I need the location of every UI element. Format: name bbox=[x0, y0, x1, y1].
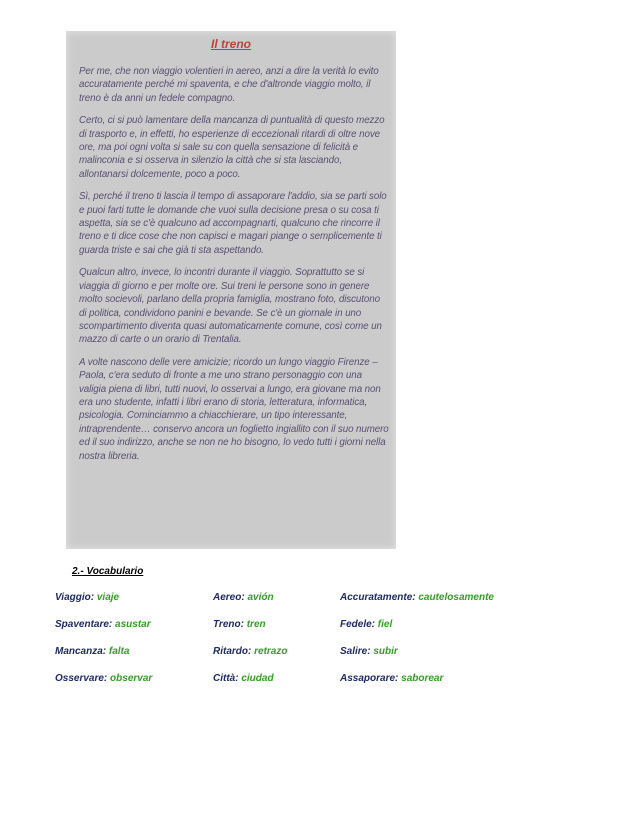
vocabulary-entry bbox=[340, 592, 494, 603]
vocab-term: Ritardo: bbox=[213, 646, 252, 657]
vocabulary-row bbox=[55, 619, 615, 646]
vocabulary-entry bbox=[213, 619, 266, 630]
vocab-term: Salire: bbox=[340, 646, 371, 657]
vocabulary-heading: 2.- Vocabulario bbox=[72, 566, 144, 577]
vocab-translation: tren bbox=[246, 619, 266, 630]
vocabulary-row bbox=[55, 646, 615, 673]
vocab-translation: ciudad bbox=[241, 673, 274, 684]
vocabulary-entry bbox=[55, 592, 119, 603]
vocab-term: Accuratamente: bbox=[340, 592, 416, 603]
vocab-term: Treno: bbox=[213, 619, 244, 630]
vocab-translation: viaje bbox=[96, 592, 120, 603]
article-paragraph: Sì, perché il treno ti lascia il tempo di assaporare l'addio, sia se parti solo e puoi farti tutte le domande che vuoi sulla decisione presa o su cosa ti aspetta, sia se c'è qualcuno ad accompagnarti, qualcuno che rincorre il treno e ti dice cose che non capisci e magari piange o semplicemente ti guarda triste e sai che già ti sta aspettando. bbox=[79, 191, 387, 256]
vocabulary-entry bbox=[55, 673, 152, 684]
vocab-term: Mancanza: bbox=[55, 646, 107, 657]
vocabulary-entry bbox=[340, 619, 392, 630]
vocabulary-entry bbox=[340, 646, 398, 657]
vocab-translation: subir bbox=[373, 646, 398, 657]
vocab-translation: saborear bbox=[401, 673, 444, 684]
article-paragraph: Certo, ci si può lamentare della mancanza di puntualità di questo mezzo di trasporto e, in effetti, ho esperienze di eccezionali ritardi di oltre nove ore, ma poi ogni volta si sale su con quella sensazione di felicità e malinconia e si osserva in silenzio la città che si sta lasciando, allontanarsi dolcemente, poco a poco. bbox=[79, 115, 385, 180]
article-paragraph: Per me, che non viaggio volentieri in aereo, anzi a dire la verità lo evito accuratamente perché mi spaventa, e che d'altronde viaggio molto, il treno è da anni un fedele compagno. bbox=[79, 66, 379, 104]
vocabulary-row bbox=[55, 673, 615, 700]
article-paragraph: Qualcun altro, invece, lo incontri durante il viaggio. Soprattutto se si viaggia di giorno e per molte ore. Sui treni le persone sono in genere molto socievoli, parlano della propria famiglia, mostrano foto, discutono di politica, condividono panini e bevande. Se c'è un giornale in uno scompartimento diventa quasi automaticamente comune, così come un mazzo di carte o un orario di Trentalia. bbox=[79, 267, 382, 346]
vocab-term: Città: bbox=[213, 673, 239, 684]
vocab-translation: asustar bbox=[115, 619, 151, 630]
vocab-translation: retrazo bbox=[254, 646, 288, 657]
article-body bbox=[79, 65, 389, 472]
vocab-translation: falta bbox=[108, 646, 130, 657]
vocab-translation: avión bbox=[247, 592, 274, 603]
vocab-term: Fedele: bbox=[340, 619, 376, 630]
vocab-translation: fiel bbox=[377, 619, 393, 630]
vocab-term: Osservare: bbox=[55, 673, 108, 684]
vocab-term: Assaporare: bbox=[340, 673, 399, 684]
vocab-translation: cautelosamente bbox=[418, 592, 494, 603]
vocabulary-entry bbox=[55, 646, 129, 657]
vocab-translation: observar bbox=[110, 673, 153, 684]
vocab-term: Aereo: bbox=[213, 592, 245, 603]
article-title: Il treno bbox=[210, 37, 251, 51]
vocabulary-entry bbox=[55, 619, 151, 630]
vocabulary-list bbox=[55, 592, 615, 700]
vocab-term: Viaggio: bbox=[55, 592, 95, 603]
scanned-text-image bbox=[66, 31, 396, 549]
vocabulary-row bbox=[55, 592, 615, 619]
vocabulary-entry bbox=[213, 646, 287, 657]
vocab-term: Spaventare: bbox=[55, 619, 113, 630]
vocabulary-entry bbox=[213, 673, 274, 684]
vocabulary-entry bbox=[340, 673, 443, 684]
vocabulary-entry bbox=[213, 592, 274, 603]
article-paragraph: A volte nascono delle vere amicizie; ricordo un lungo viaggio Firenze – Paola, c'era seduto di fronte a me uno strano personaggio con una valigia piena di libri, tutti nuovi, lo osservai a lungo, era giovane ma non era uno studente, infatti i libri erano di storia, letteratura, informatica, psicologia. Cominciammo a chiacchierare, un tipo interessante, intraprendente… conservo ancora un foglietto ingiallito con il suo numero ed il suo indirizzo, anche se non ne ho bisogno, lo vedo tutti i giorni nella nostra libreria. bbox=[79, 356, 389, 462]
